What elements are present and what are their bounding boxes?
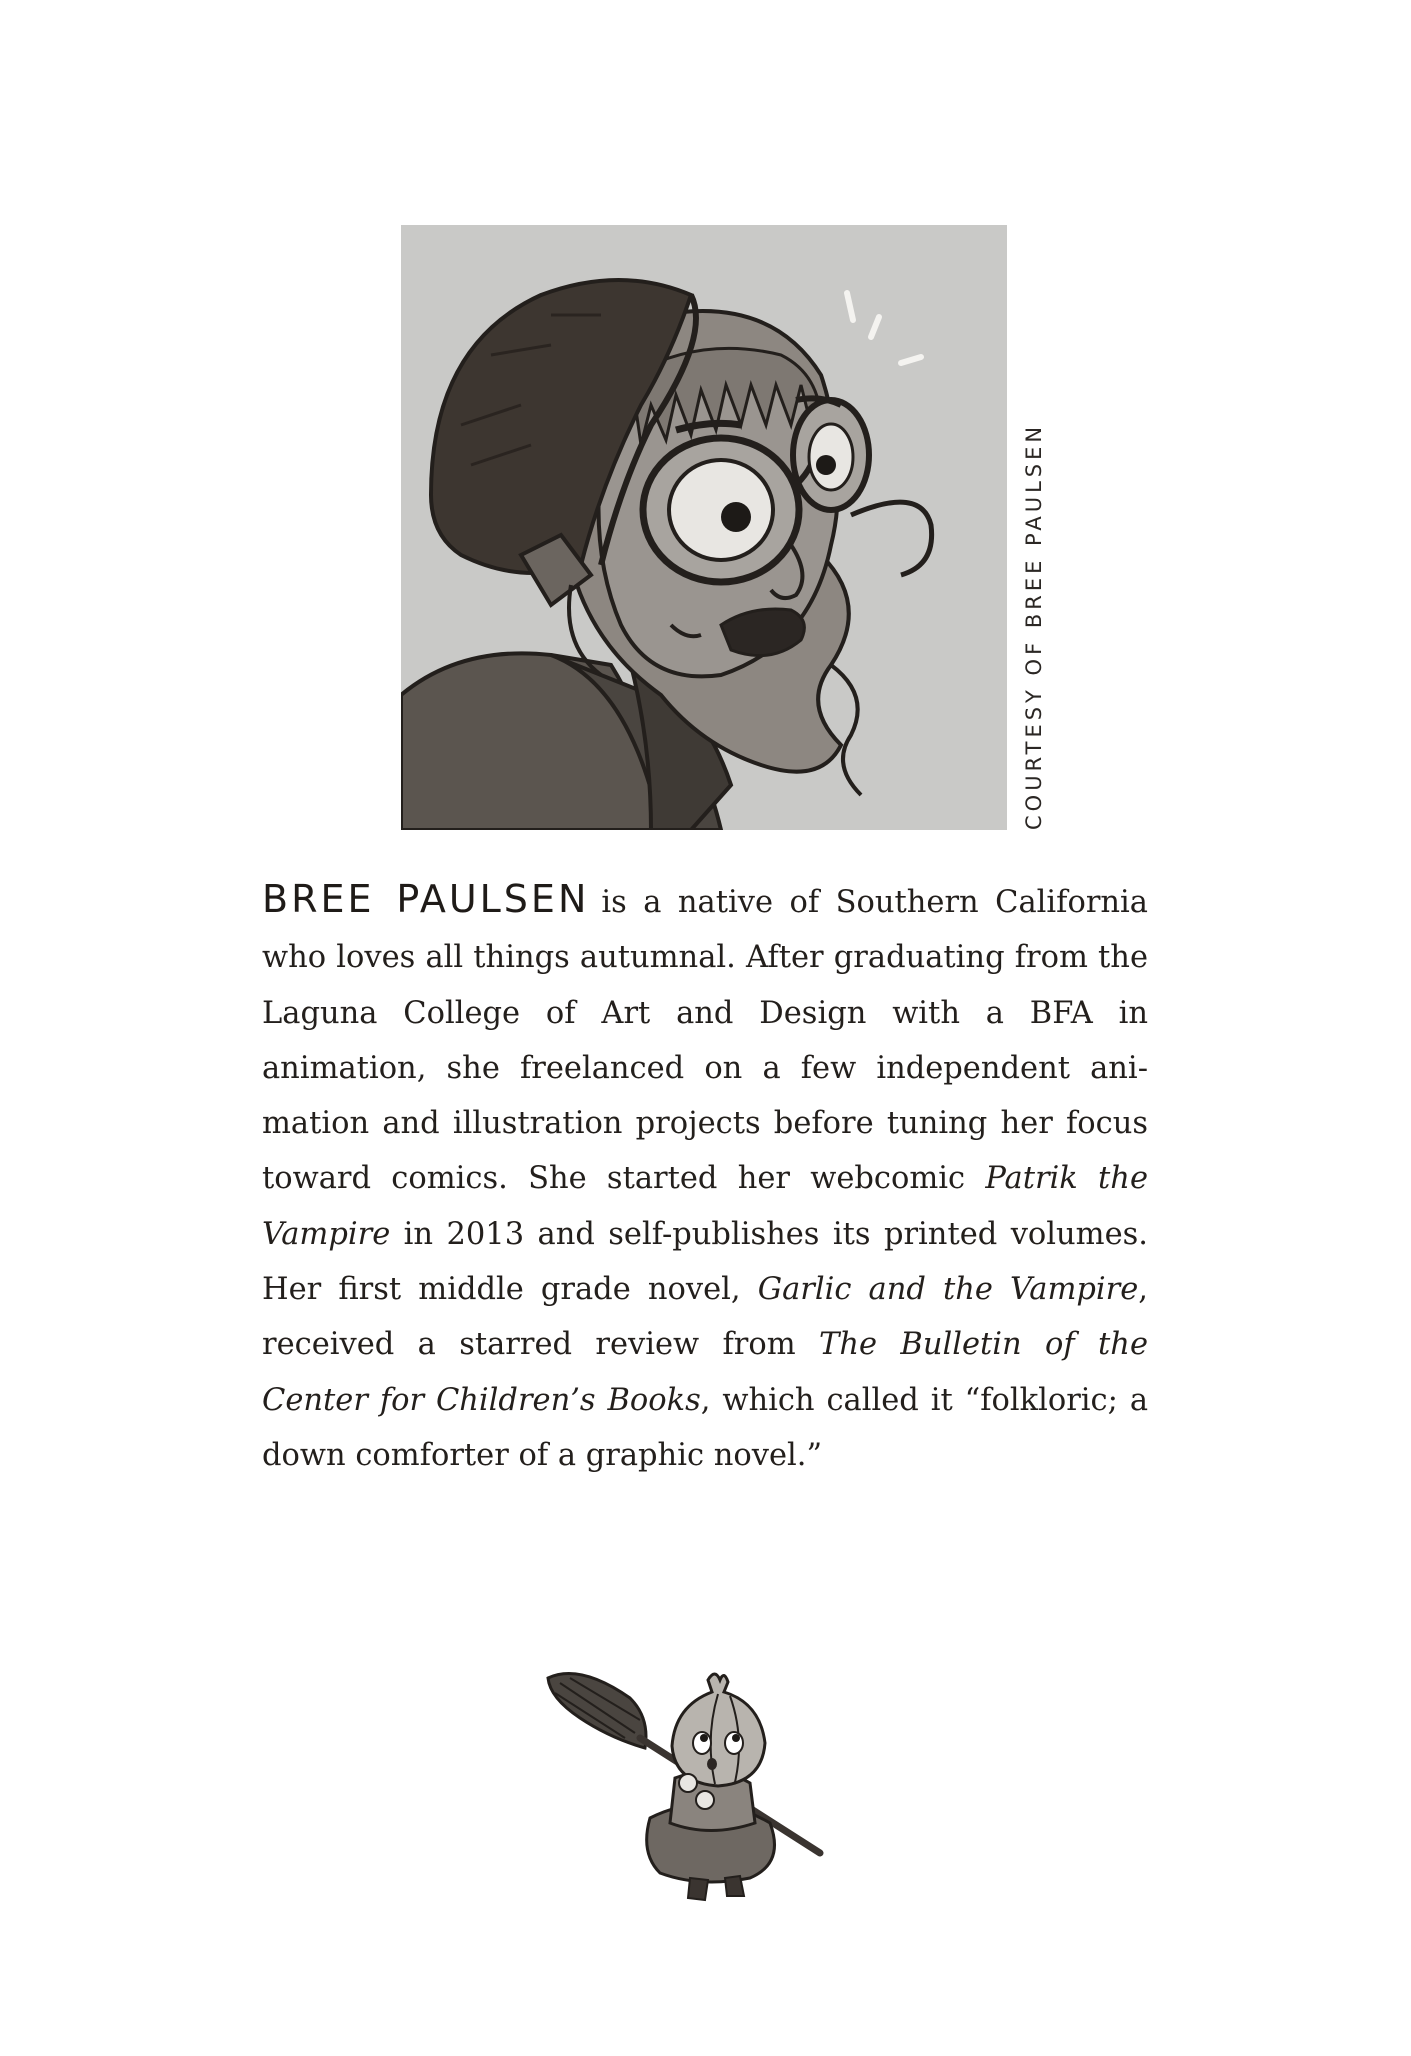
garlic-with-broom-icon — [540, 1658, 840, 1908]
photo-credit: COURTESY OF BREE PAULSEN — [1022, 422, 1046, 830]
bio-title-webcomic: Patrik the Vampire — [262, 1161, 1148, 1252]
author-name: BREE PAULSEN — [262, 877, 590, 921]
bio-text-3: , received a starred review from — [262, 1272, 1148, 1363]
author-portrait-illustration — [401, 225, 1007, 830]
bio-text-1: is a native of Southern California who loves all things autumnal. After graduating from the Laguna College of Art and Design with a BFA in animation, she freelanced on a few independent animation and illustration projects before tuning her focus toward comics. She started her webcomic — [262, 885, 1148, 1197]
garlic-character-ornament — [540, 1658, 840, 1908]
bio-title-novel: Garlic and the Vampire — [757, 1272, 1139, 1308]
bio-text-2: in 2013 and self-publishes its printed volumes. Her first middle grade novel, — [262, 1216, 1148, 1308]
author-portrait — [401, 225, 1007, 830]
bio-text-4: , which called it “folkloric; a down comforter of a graphic novel.” — [262, 1382, 1148, 1473]
author-bio — [262, 872, 1148, 1483]
bio-title-review-source: The Bulletin of the Center for Children’s Books — [262, 1327, 1148, 1418]
